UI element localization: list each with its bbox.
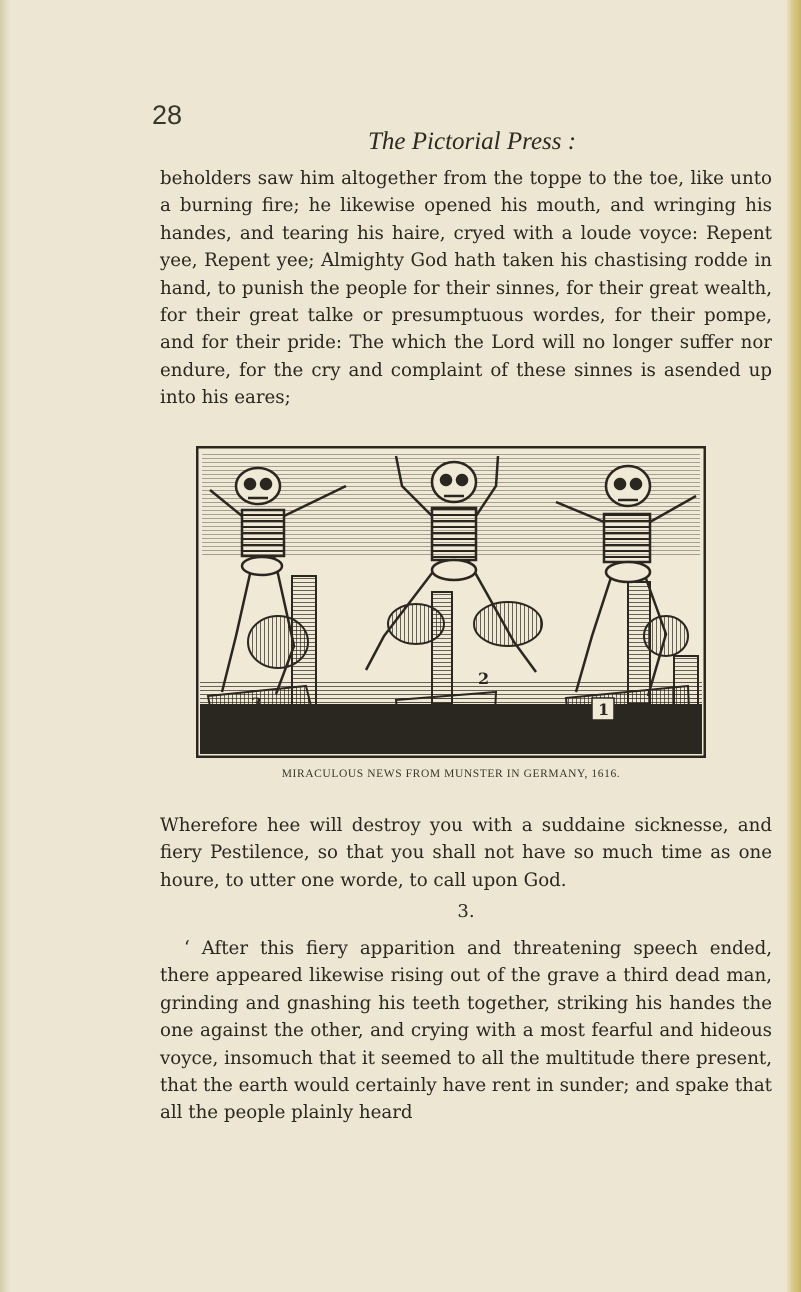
section-number: 3.: [457, 901, 475, 922]
figure-numeral-left: 3: [251, 694, 263, 713]
running-title: The Pictorial Press :: [368, 128, 577, 155]
paragraph-2: Wherefore hee will destroy you with a suddaine sicknesse, and fiery Pestilence, so that you shall not have so much time as one houre, to utter one worde, to call upon God.: [160, 815, 772, 891]
figure-numeral-right: 1: [598, 700, 610, 719]
page-number: 28: [152, 100, 183, 130]
page-fore-edge: [787, 0, 801, 1292]
woodcut-illustration: [196, 446, 706, 758]
page-header: [0, 100, 801, 160]
woodcut-skeletons-rising-from-graves: [196, 446, 706, 758]
page-left-shadow: [0, 0, 10, 1292]
figure-caption: MIRACULOUS NEWS FROM MUNSTER IN GERMANY, 1616.: [281, 768, 621, 780]
figure-numeral-center: 2: [478, 669, 490, 688]
paragraph-1: beholders saw him altogether from the toppe to the toe, like unto a burning fire; he likewise opened his mouth, and wringing his handes, and tearing his haire, cryed with a loude voyce: Repent yee, Repent yee; Almighty God hath taken his chastising rodde in hand, to punish the people for their sinnes, for their great wealth, for their great talke or presumptuous wordes, for their pompe, and for their pride: The which the Lord will no longer suffer nor endure, for the cry and complaint of these sinnes is asended up into his eares;: [160, 168, 772, 409]
paragraph-3: ‘ After this fiery apparition and threatening speech ended, there appeared likewise rising out of the grave a third dead man, grinding and gnashing his teeth together, striking his handes the one against the other, and crying with a most fearful and hideous voyce, insomuch that it seemed to all the multitude there present, that the earth would certainly have rent in sunder; and spake that all the people plainly heard: [160, 938, 772, 1124]
